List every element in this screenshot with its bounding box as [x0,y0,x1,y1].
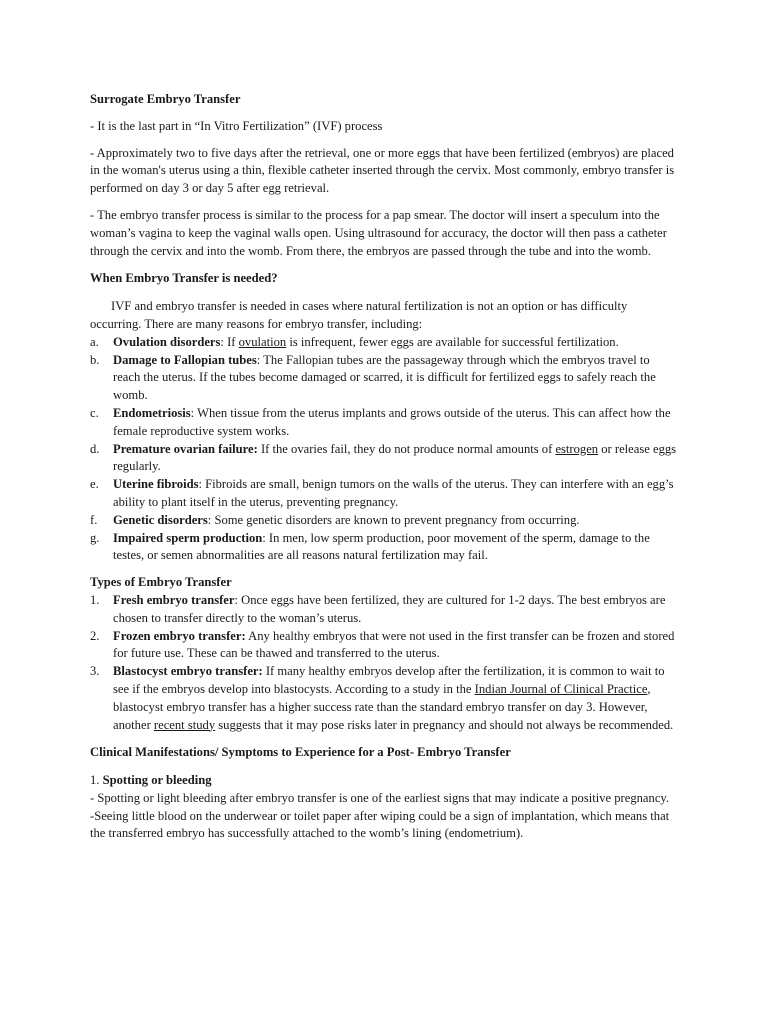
list-marker: f. [90,512,98,527]
intro-paragraph: - The embryo transfer process is similar to the process for a pap smear. The doctor will insert a speculum into the woman’s vagina to keep the vaginal walls open. Using ultrasound for accuracy, the doctor will then pass a catheter through the cervix and into the womb. From there, the embryos are passed through the tube and into the womb. [90,207,667,258]
ovulation-link[interactable]: ovulation [238,334,287,349]
clinical-paragraph: - Spotting or light bleeding after embryo transfer is one of the earliest signs that may indicate a positive pregnancy. [90,790,670,805]
item-term: Fresh embryo transfer [113,592,235,607]
subsection-heading [90,772,678,790]
list-marker: 3. [90,664,100,679]
recent-study-link[interactable]: recent study [153,717,216,732]
item-text: or release eggs regularly. [113,441,677,474]
list-item [90,530,678,566]
document-body [90,91,678,843]
item-text: If the ovaries fail, they do not produce normal amounts of [257,441,556,456]
intro-paragraph: - Approximately two to five days after the retrieval, one or more eggs that have been fertilized (embryos) are placed in the woman's uterus using a thin, flexible catheter inserted through the cervix. Most commonly, embryo transfer is performed on day 3 or day 5 after egg retrieval. [90,145,675,196]
item-term: Premature ovarian failure: [113,441,258,456]
list-marker: d. [90,441,100,456]
section-heading-types: Types of Embryo Transfer [90,575,232,590]
journal-link[interactable]: Indian Journal of Clinical Practice [474,681,648,696]
list-marker: 2. [90,628,100,643]
intro-line: - It is the last part in “In Vitro Fertilization” (IVF) process [90,118,383,133]
types-list [90,592,678,734]
item-text: is infrequent, fewer eggs are available for successful fertilization. [286,334,619,349]
list-marker: a. [90,334,99,349]
item-term: Ovulation disorders [113,334,221,349]
needed-lead: IVF and embryo transfer is needed in cases where natural fertilization is not an option or has difficulty occurring. There are many reasons for embryo transfer, including: [90,299,628,331]
list-item [90,476,678,512]
section-heading-clinical: Clinical Manifestations/ Symptoms to Experience for a Post- Embryo Transfer [90,745,511,760]
list-item [90,352,678,405]
list-item [90,405,678,441]
item-text: Any healthy embryos that were not used in the first transfer can be frozen and stored for future use. These can be thawed and transferred to the uterus. [113,628,675,661]
item-term: Frozen embryo transfer: [113,628,246,643]
list-marker: b. [90,352,100,367]
list-item [90,334,678,352]
list-item [90,512,678,530]
list-marker: e. [90,477,99,492]
item-text: : If [220,334,239,349]
item-term: Uterine fibroids [113,477,199,492]
item-term: Blastocyst embryo transfer: [113,664,263,679]
reasons-list [90,334,678,565]
list-item [90,441,678,477]
item-text: : When tissue from the uterus implants and grows outside of the uterus. This can affect how the female reproductive system works. [113,405,671,438]
item-term: Damage to Fallopian tubes [113,352,257,367]
item-text: : Once eggs have been fertilized, they are cultured for 1-2 days. The best embryos are chosen to transfer directly to the woman’s uterus. [113,592,666,625]
subsection-number: 1. [90,773,103,788]
item-text: : Some genetic disorders are known to prevent pregnancy from occurring. [207,512,580,527]
item-term: Genetic disorders [113,512,208,527]
clinical-paragraph: -Seeing little blood on the underwear or toilet paper after wiping could be a sign of implantation, which means that the transferred embryo has successfully attached to the womb’s lining (endometrium). [90,808,670,841]
item-text: : The Fallopian tubes are the passageway through which the embryos travel to reach the uterus. If the tubes become damaged or scarred, it is difficult for fertilized eggs to safely reach the womb. [113,352,656,403]
list-item [90,663,678,734]
list-item [90,628,678,664]
subsection-title: Spotting or bleeding [102,773,212,788]
list-item [90,592,678,628]
list-marker: 1. [90,592,100,607]
estrogen-link[interactable]: estrogen [555,441,599,456]
item-term: Impaired sperm production [113,530,263,545]
item-text: suggests that it may pose risks later in pregnancy and should not always be recommended. [215,717,674,732]
list-marker: c. [90,405,99,420]
item-text: : Fibroids are small, benign tumors on the walls of the uterus. They can interfere with an egg’s ability to plant itself in the uterus, preventing pregnancy. [113,477,674,509]
item-term: Endometriosis [113,405,191,420]
item-text: : In men, low sperm production, poor movement of the sperm, damage to the testes, or semen abnormalities are all reasons natural fertilization may fail. [113,530,650,563]
item-text: If many healthy embryos develop after the fertilization, it is common to wait to see if the embryos develop into blastocysts. According to a study in the [113,664,665,696]
item-text: , blastocyst embryo transfer has a higher success rate than the standard embryo transfer on day 3. However, another [113,681,651,732]
document-title: Surrogate Embryo Transfer [90,92,241,106]
section-heading-needed: When Embryo Transfer is needed? [90,271,278,286]
list-marker: g. [90,530,100,545]
